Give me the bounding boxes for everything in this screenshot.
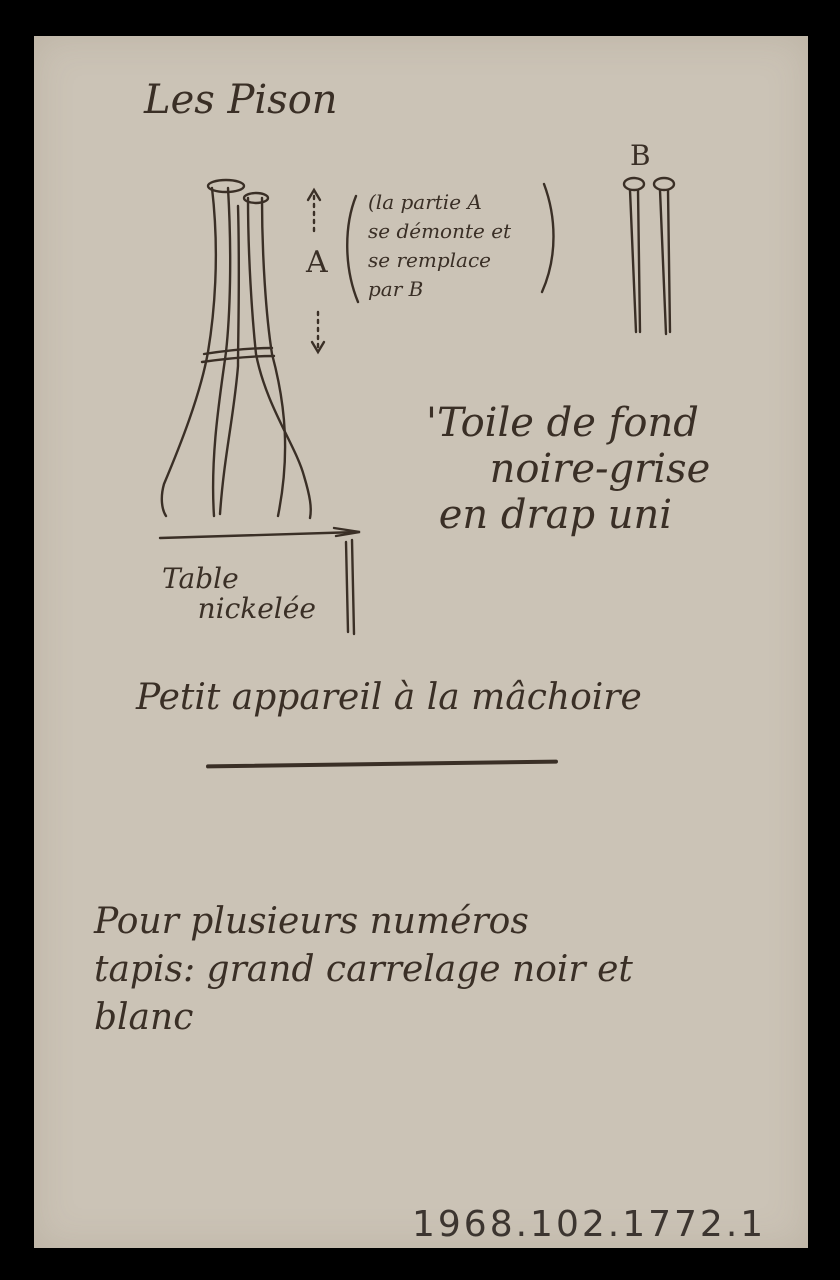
sketch-b-knob-right bbox=[654, 178, 674, 190]
catalog-number: 1968.102.1772.1 bbox=[412, 1204, 767, 1245]
sketch-left-neck bbox=[162, 188, 216, 516]
sketch-b-rod-left bbox=[630, 190, 636, 332]
note-carpet: Pour plusieurs numéros tapis: grand carrelage noir et blanc bbox=[94, 901, 633, 1038]
sketch-b-knob-left bbox=[624, 178, 644, 190]
note-part-a: (la partie A se démonte et se remplace par B bbox=[368, 190, 512, 301]
sketch-b-rod-right bbox=[660, 190, 666, 334]
sketch-table-leg bbox=[346, 542, 348, 632]
sketch-base bbox=[160, 532, 358, 538]
sketch-right-neck bbox=[248, 198, 311, 518]
notecard bbox=[34, 36, 808, 1248]
title: Les Pison bbox=[144, 77, 338, 123]
label-a: A bbox=[306, 245, 328, 280]
bracket-right bbox=[542, 184, 554, 292]
note-table: Table nickelée bbox=[162, 562, 316, 625]
sketch-knob-left bbox=[208, 180, 244, 192]
note-backdrop: 'Toile de fond noire-grise en drap uni bbox=[426, 400, 711, 538]
note-apparatus: Petit appareil à la mâchoire bbox=[136, 677, 642, 718]
label-b: B bbox=[630, 139, 651, 172]
bracket-left bbox=[347, 196, 358, 302]
